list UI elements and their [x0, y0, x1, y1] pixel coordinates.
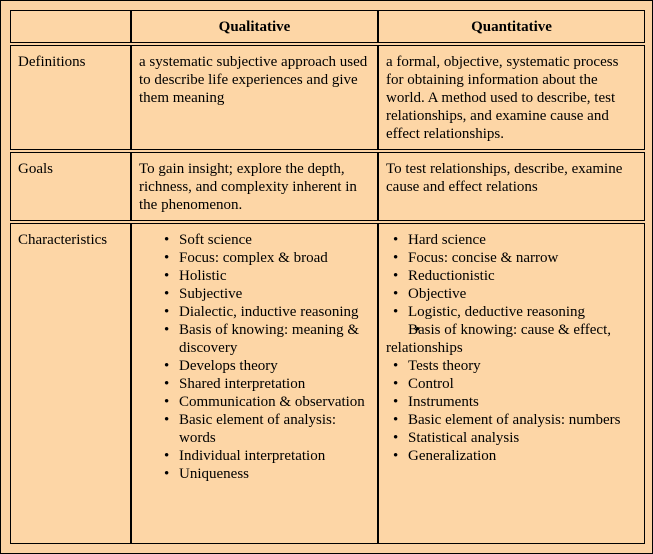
goals-quantitative: To test relationships, describe, examine cause and effect relations: [378, 152, 645, 221]
list-item: • Uniqueness: [139, 465, 370, 483]
list-item: • Tests theory: [386, 357, 637, 375]
list-item: • Instruments: [386, 393, 637, 411]
list-item: • Focus: complex & broad: [139, 249, 370, 267]
list-item: • Holistic: [139, 267, 370, 285]
list-item: • Basis of knowing: cause & effect, relationships: [386, 321, 637, 357]
list-item: • Hard science: [386, 231, 637, 249]
list-item: • Statistical analysis: [386, 429, 637, 447]
list-item: • Generalization: [386, 447, 637, 465]
list-item: • Individual interpretation: [139, 447, 370, 465]
list-item: • Control: [386, 375, 637, 393]
list-item: • Basic element of analysis: words: [139, 411, 370, 447]
header-quantitative: Quantitative: [378, 10, 645, 43]
list-item: • Focus: concise & narrow: [386, 249, 637, 267]
list-item: • Reductionistic: [386, 267, 637, 285]
qualitative-characteristics-list: [139, 231, 370, 483]
characteristics-quantitative: [378, 223, 645, 544]
list-item: • Basis of knowing: meaning & discovery: [139, 321, 370, 357]
list-item: • Logistic, deductive reasoning: [386, 303, 637, 321]
row-label-definitions: Definitions: [10, 45, 131, 150]
list-item: • Dialectic, inductive reasoning: [139, 303, 370, 321]
list-item: • Basic element of analysis: numbers: [386, 411, 637, 429]
definitions-quantitative: a formal, objective, systematic process for obtaining information about the world. A method used to describe, test relationships, and examine cause and effect relationships.: [378, 45, 645, 150]
header-empty-cell: [10, 10, 131, 43]
goals-qualitative: To gain insight; explore the depth, richness, and complexity inherent in the phenomenon.: [131, 152, 378, 221]
list-item: • Objective: [386, 285, 637, 303]
row-label-characteristics: Characteristics: [10, 223, 131, 544]
header-qualitative: Qualitative: [131, 10, 378, 43]
list-item: • Shared interpretation: [139, 375, 370, 393]
list-item: • Soft science: [139, 231, 370, 249]
definitions-qualitative: a systematic subjective approach used to describe life experiences and give them meaning: [131, 45, 378, 150]
characteristics-qualitative: [131, 223, 378, 544]
row-label-goals: Goals: [10, 152, 131, 221]
list-item: • Develops theory: [139, 357, 370, 375]
quantitative-characteristics-list: [386, 231, 637, 465]
list-item: • Subjective: [139, 285, 370, 303]
list-item: • Communication & observation: [139, 393, 370, 411]
